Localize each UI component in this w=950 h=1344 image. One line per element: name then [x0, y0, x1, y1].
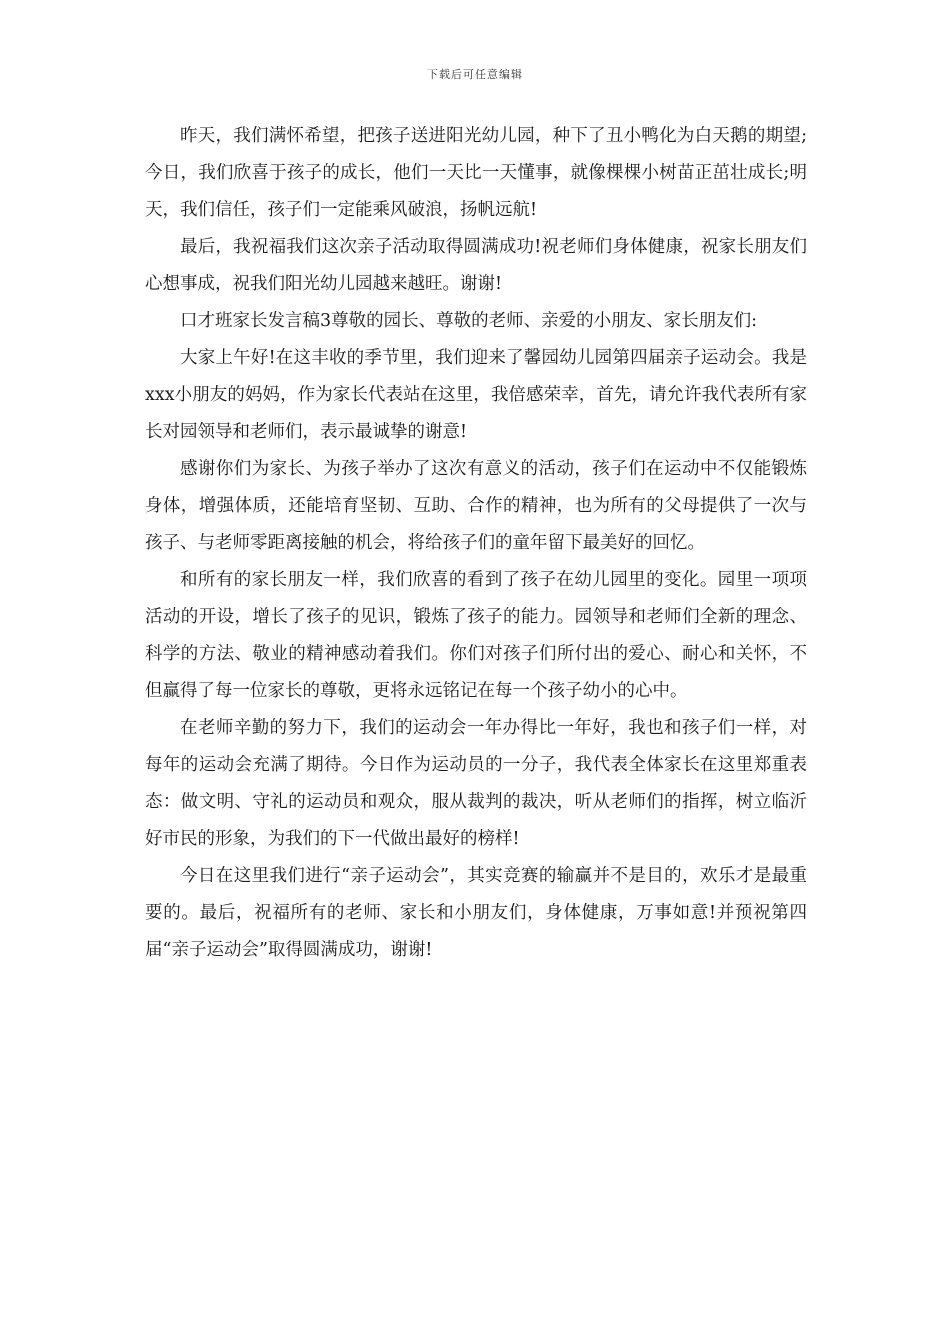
paragraph: 昨天，我们满怀希望，把孩子送进阳光幼儿园，种下了丑小鸭化为白天鹅的期望;今日，我们欣喜于孩子的成长，他们一天比一天懂事，就像棵棵小树苗正茁壮成长;明天，我们信任，孩子们一定能乘风破浪，扬帆远航! — [145, 126, 807, 220]
paragraph: 今日在这里我们进行“亲子运动会”，其实竞赛的输赢并不是目的，欢乐才是最重要的。最后，祝福所有的老师、家长和小朋友们，身体健康，万事如意!并预祝第四届“亲子运动会”取得圆满成功，谢谢! — [145, 866, 807, 960]
paragraph: 和所有的家长朋友一样，我们欣喜的看到了孩子在幼儿园里的变化。园里一项项活动的开设，增长了孩子的见识，锻炼了孩子的能力。园领导和老师们全新的理念、科学的方法、敬业的精神感动着我们。你们对孩子们所付出的爱心、耐心和关怀，不但赢得了每一位家长的尊敬，更将永远铭记在每一个孩子幼小的心中。 — [145, 570, 807, 701]
document-body — [145, 118, 807, 969]
paragraph: 感谢你们为家长、为孩子举办了这次有意义的活动，孩子们在运动中不仅能锻炼身体，增强体质，还能培育坚韧、互助、合作的精神，也为所有的父母提供了一次与孩子、与老师零距离接触的机会，将给孩子们的童年留下最美好的回忆。 — [145, 459, 807, 553]
page-header: 下载后可任意编辑 — [427, 68, 523, 81]
paragraph: 在老师辛勤的努力下，我们的运动会一年办得比一年好，我也和孩子们一样，对每年的运动会充满了期待。今日作为运动员的一分子，我代表全体家长在这里郑重表态：做文明、守礼的运动员和观众，服从裁判的裁决，听从老师们的指挥，树立临沂好市民的形象，为我们的下一代做出最好的榜样! — [145, 718, 807, 849]
paragraph: 最后，我祝福我们这次亲子活动取得圆满成功!祝老师们身体健康，祝家长朋友们心想事成，祝我们阳光幼儿园越来越旺。谢谢! — [145, 237, 807, 294]
paragraph: 口才班家长发言稿3尊敬的园长、尊敬的老师、亲爱的小朋友、家长朋友们: — [180, 311, 758, 331]
paragraph: 大家上午好!在这丰收的季节里，我们迎来了馨园幼儿园第四届亲子运动会。我是xxx小朋友的妈妈，作为家长代表站在这里，我倍感荣幸，首先，请允许我代表所有家长对园领导和老师们，表示最诚挚的谢意! — [145, 348, 807, 442]
